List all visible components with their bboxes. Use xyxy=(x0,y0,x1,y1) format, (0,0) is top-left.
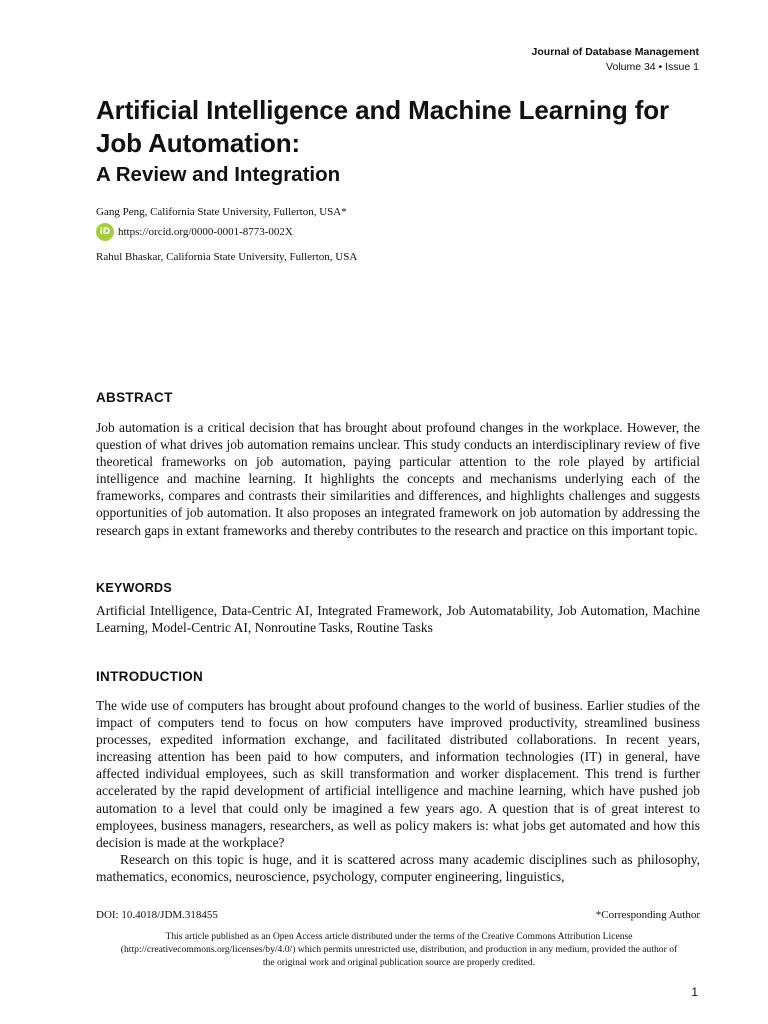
keywords-text: Artificial Intelligence, Data-Centric AI, Integrated Framework, Job Automatability, Job Automation, Machine Learning, Model-Centric AI, Nonroutine Tasks, Routine Tasks xyxy=(96,603,700,636)
introduction-paragraph-1: The wide use of computers has brought about profound changes to the world of business. Earlier studies of the impact of computers tend to focus on how computers have improved productivity, streamlined business processes, expedited information exchange, and facilitated distributed collaborations. In recent years, increasing attention has been paid to how computers, and information technologies (IT) in general, have affected individual employees, such as skill transformation and worker displacement. This trend is further accelerated by the rapid development of artificial intelligence and machine learning, which have pushed job automation to a level that could only be imagined a few years ago. A question that is of great interest to employees, business managers, researchers, as well as policy makers is: what jobs get automated and how this decision is made at the workplace? xyxy=(96,698,700,850)
abstract-text: Job automation is a critical decision that has brought about profound changes in the workplace. However, the question of what drives job automation remains unclear. This study conducts an interdisciplinary review of five theoretical frameworks on job automation, paying particular attention to the role played by artificial intelligence and machine learning. It highlights the concepts and mechanisms underlying each of the frameworks, compares and contrasts their similarities and differences, and highlights challenges and suggests opportunities of job automation. It also proposes an integrated framework on job automation by addressing the research gaps in extant frameworks and thereby contributes to the research and practice on this important topic. xyxy=(96,420,700,538)
journal-volume-issue: Volume 34 • Issue 1 xyxy=(606,61,699,73)
paper-subtitle: A Review and Integration xyxy=(96,163,341,186)
orcid-link[interactable]: https://orcid.org/0000-0001-8773-002X xyxy=(118,226,293,238)
author-1: Gang Peng, California State University, Fullerton, USA* xyxy=(96,206,347,218)
author-2: Rahul Bhaskar, California State University, Fullerton, USA xyxy=(96,251,358,263)
paper-title: Artificial Intelligence and Machine Learning for Job Automation: xyxy=(96,95,670,158)
corresponding-author-note: *Corresponding Author xyxy=(595,909,700,921)
abstract-heading: ABSTRACT xyxy=(96,390,173,405)
introduction-paragraph-2: Research on this topic is huge, and it is scattered across many academic disciplines such as philosophy, mathematics, economics, neuroscience, psychology, computer engineering, linguistics, xyxy=(96,852,700,885)
page-number: 1 xyxy=(691,985,698,999)
orcid-line xyxy=(96,223,293,241)
introduction-heading: INTRODUCTION xyxy=(96,669,204,684)
doi[interactable]: DOI: 10.4018/JDM.318455 xyxy=(96,909,218,921)
journal-name: Journal of Database Management xyxy=(531,46,699,58)
orcid-icon: iD xyxy=(96,223,114,241)
license-notice: This article published as an Open Access article distributed under the terms of the Creative Commons Attribution License (http://creativecommons.org/licenses/by/4.0/) which permits unrestricted use, distribution, and production in any medium, provided the author of the original work and original publication source are properly credited. xyxy=(120,931,678,968)
journal-header xyxy=(532,45,699,75)
keywords-heading: KEYWORDS xyxy=(96,581,173,595)
